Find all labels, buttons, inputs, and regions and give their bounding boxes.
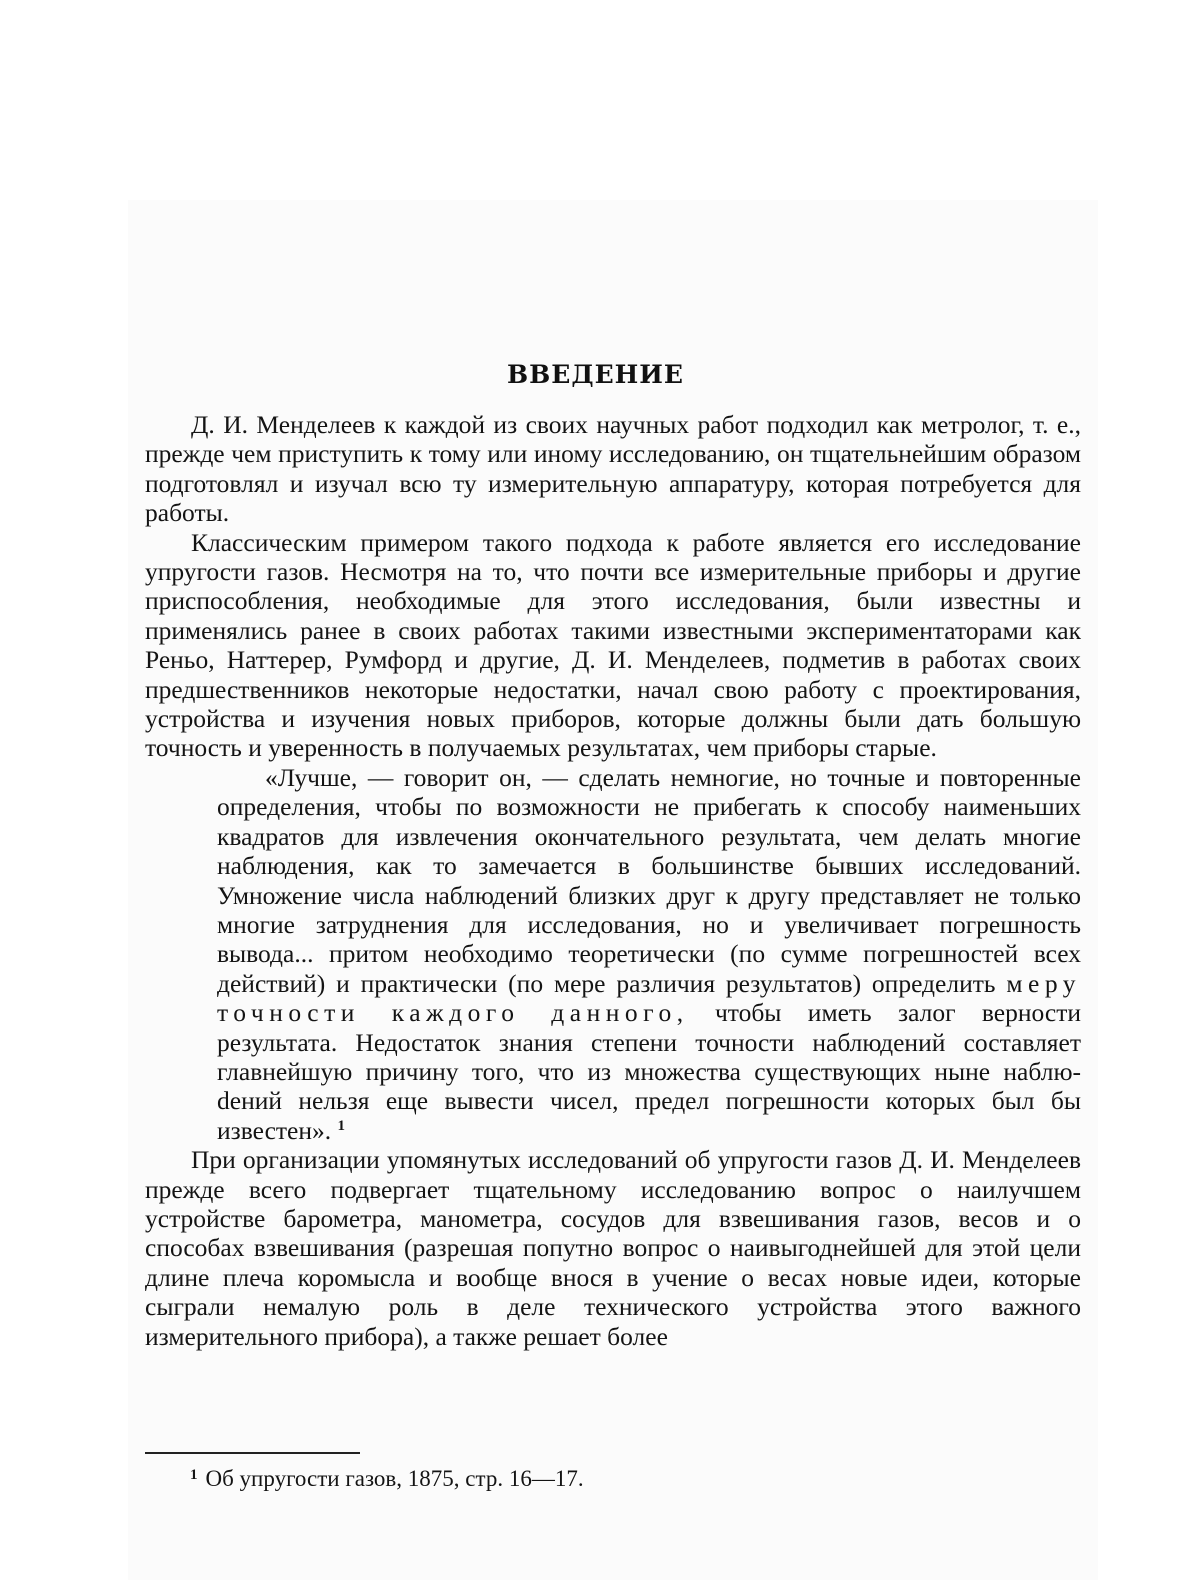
quotation-text-start: «Лучше, — говорит он, — сделать немногие, но точные и повторенные определения, чтобы по возможности не прибегать к способу наименьших квадратов для извлечения окончательного результата, чем делать многие наблюдения, как то замечается в большинстве бывших исследований. Умножение числа наблюдений близких друг к другу представляет не только многие затруднения для исследования, но и увеличивает погрешность вывода... притом необходимо теоретически (по сумме погрешностей всех действий) и практически (по мере различия результатов) определить — [217, 762, 1081, 998]
quotation — [217, 763, 1081, 1145]
main-text — [145, 410, 1081, 1351]
page-title: ВВЕДЕНИЕ — [507, 360, 684, 389]
footnote-reference: 1 — [337, 1117, 345, 1134]
footnote — [190, 1466, 584, 1492]
footnote-text: Об упругости газов, 1875, стр. 16—17. — [205, 1466, 584, 1491]
quotation-text-end: чтобы иметь залог верности результата. Недостаток знания степени точности наблюдений составляет главнейшую причину того, что из множества существующих ныне наблюdений нельзя еще вывести чисел, предел погрешности которых был бы известен». — [217, 998, 1082, 1145]
paragraph-1: Д. И. Менделеев к каждой из своих научных работ подходил как метролог, т. е., прежде чем приступить к тому или иному исследованию, он тщательнейшим образом подготовлял и изучал всю ту измерительную аппаратуру, которая потребуется для работы. — [145, 410, 1081, 528]
paragraph-2: Классическим примером такого подхода к работе является его исследование упругости газов. Несмотря на то, что почти все измерительные приборы и другие приспособления, необходимые для этого исследования, были известны и применялись ранее в своих работах такими известными экспериментаторами как Реньо, Наттерер, Румфорд и другие, Д. И. Менделеев, подметив в работах своих предшественников некоторые недостатки, начал свою работу с проектирования, устройства и изучения новых приборов, которые должны были дать большую точность и уверенность в получаемых результатах, чем приборы старые. — [145, 527, 1081, 763]
footnote-mark: 1 — [190, 1467, 198, 1483]
paragraph-3: При организации упомянутых исследований об упругости газов Д. И. Менделеев прежде всего подвергает тщательному исследованию вопрос о наилучшем устройстве барометра, манометра, сосудов для взвешивания газов, весов и о способах взвешивания (разрешая попутно вопрос о наивыгоднейшей для этой цели длине плеча коромысла и вообще внося в учение о весах новые идеи, которые сыграли немалую роль в деле технического устройства этого важного измерительного прибора), а также решает более — [145, 1145, 1081, 1351]
quotation-emphasis: меру точности каждого данного, — [217, 968, 1081, 1028]
footnote-divider — [145, 1452, 360, 1454]
